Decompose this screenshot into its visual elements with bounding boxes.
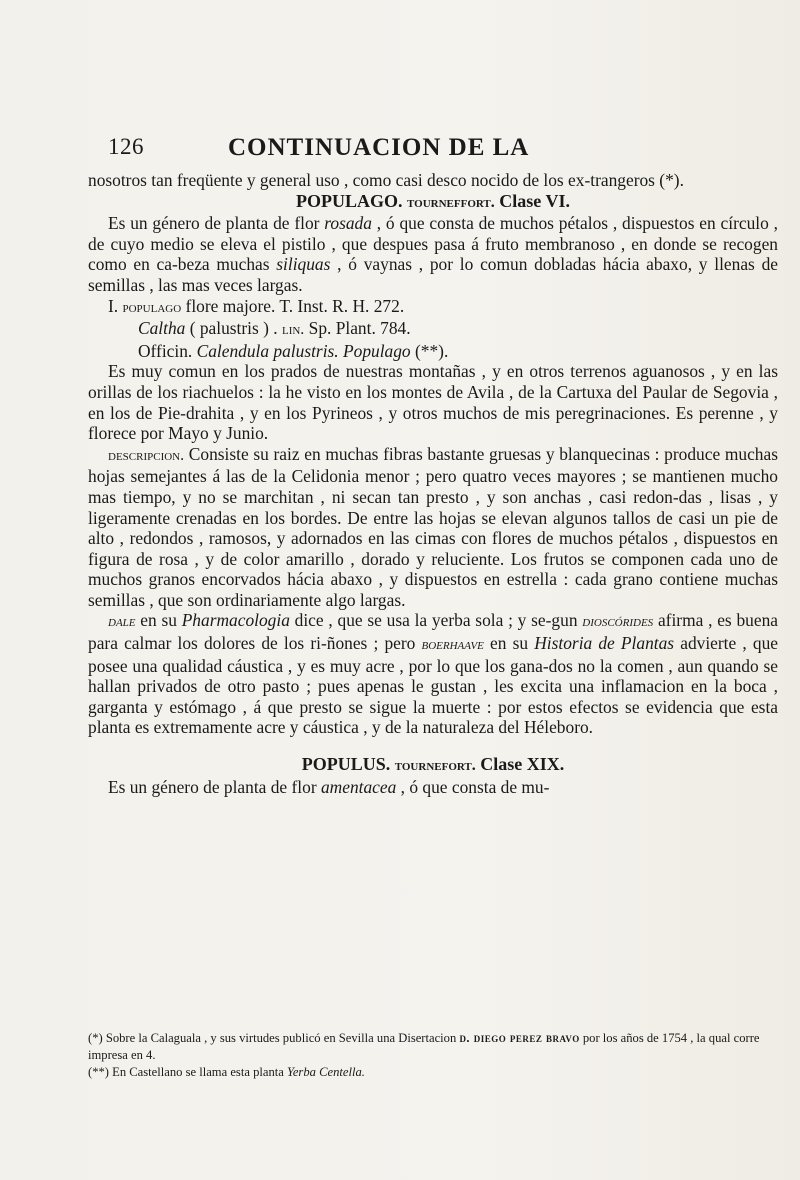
text-run: Consiste su raiz en muchas fibras bastante gruesas y blanquecinas : produce muchas hojas semejantes á las de la Celidonia menor ; pero quatro veces mayores ; se mantienen mucho mas tiempo, y no se marchitan , ni secan tan presto , y son anchas , casi redon-das , lisas , y ligeramente crenadas en los bordes. De entre las hojas se elevan algunos tallos de casi un pie de alto , redondos , ramosos, y adornados en las cimas con flores de muchos pétalos , dispuestos en figura de rosa , y de color amarillo , dorado y reluciente. Los frutos se componen cada uno de muchos granos encorvados hácia abaxo , y dispuestos en estrella : cada grano contiene muchas semillas , que son ordinariamente algo largas. — [88, 443, 778, 610]
text-run: en su — [135, 610, 182, 631]
page-header — [108, 134, 680, 166]
text-run: en su — [483, 633, 535, 654]
italic-term: siliquas — [276, 254, 331, 275]
text-run: (*) Sobre la Calaguala , y sus virtudes publicó en Sevilla una Disertacion — [88, 1031, 460, 1045]
italic-term: Yerba Centella. — [287, 1065, 365, 1079]
text-run: , ó que consta de mu- — [396, 776, 550, 797]
main-text — [88, 170, 778, 797]
italic-term: rosada — [324, 213, 372, 234]
paragraph-populus-definition — [88, 777, 778, 798]
italic-term: Calendula palustris. Populago — [196, 340, 411, 361]
text-run: Es un género de planta de flor — [108, 776, 321, 797]
author-name: dioscórides — [582, 613, 654, 631]
italic-term: Caltha — [138, 318, 186, 339]
paragraph-habitat: Es muy comun en los prados de nuestras montañas , y en otros terrenos aguanosos , y en las orillas de los riachuelos : la he visto en los montes de Avila , de la Cartuxa del Paular de Segovia , en los de Pie-drahita , y en los Pyrineos , y otros muchos de mis peregrinaciones. Es perenne , y florece por Mayo y Junio. — [88, 361, 778, 444]
heading-genus: POPULUS. — [301, 754, 391, 775]
text-run: , ó que consta de muchos pétalos , dispuestos en círculo , de cuyo medio se eleva el pistilo , que despues pasa á fruto membranoso , en donde se recogen como en ca-beza muchas — [88, 213, 778, 275]
author-abbrev: lin. — [281, 321, 305, 339]
paragraph-populago-definition — [88, 213, 778, 295]
running-head: CONTINUACION DE LA — [228, 134, 530, 161]
text-run: (**). — [410, 340, 449, 361]
text-run: dice , que se usa la yerba sola ; y se-gun — [289, 610, 583, 631]
synonym-name: populago — [122, 298, 182, 316]
author-name: dale — [108, 613, 136, 631]
text-run: advierte , que posee una qualidad cáustica , y es muy acre , por lo que los gana-dos no la comen , aun quando se hallan privados de otro pasto ; pues apenas le gustan , les excita una inflamacion en la boca , garganta y estómago , á que presto se sigue la muerte : por estos efectos se evidencia que esta planta es extremamente acre y cáustica , y de la naturaleza del Héleboro. — [88, 633, 778, 738]
author-name: boerhaave — [421, 636, 484, 654]
italic-term: Pharmacologia — [181, 610, 290, 631]
synonym-line-3 — [88, 341, 778, 362]
footnote-1 — [88, 1030, 778, 1064]
text-run: Sp. Plant. 784. — [304, 318, 411, 339]
heading-author: tournefort. — [394, 757, 476, 775]
paragraph-description — [88, 444, 778, 611]
text-run: Officin. — [138, 340, 197, 361]
text-run: flore majore. T. Inst. R. H. 272. — [181, 295, 405, 316]
text-run: (**) En Castellano se llama esta planta — [88, 1065, 287, 1079]
text-run: afirma , es buena para calmar los dolores de los ri-ñones ; pero — [88, 610, 778, 654]
heading-populus — [88, 754, 778, 777]
section-label: descripcion. — [108, 446, 185, 464]
text-run: Es un género de planta de flor — [108, 213, 325, 234]
text-run: por los años de 1754 , la qual corre impresa en 4. — [88, 1031, 760, 1062]
heading-class: Clase XIX. — [480, 754, 565, 775]
page-number: 126 — [108, 134, 144, 159]
heading-class: Clase VI. — [499, 190, 570, 211]
text-run: ( palustris ) . — [185, 318, 282, 339]
footnotes — [88, 1030, 778, 1081]
synonym-line-2 — [88, 318, 778, 341]
synonym-line-1 — [88, 296, 778, 319]
paragraph-continuation: nosotros tan freqüente y general uso , como casi desco nocido de los ex-trangeros (*). — [88, 170, 684, 190]
text-run: , ó vaynas , por lo comun dobladas hácia abaxo, y llenas de semillas , las mas veces largas. — [88, 254, 778, 295]
spacer — [88, 738, 778, 754]
heading-genus: POPULAGO. — [296, 190, 403, 211]
footnote-2 — [88, 1064, 778, 1081]
paragraph-authorities — [88, 610, 778, 738]
heading-populago — [88, 191, 778, 214]
italic-term: amentacea — [320, 776, 397, 797]
author-name: d. diego perez bravo — [459, 1031, 580, 1045]
heading-author: tourneffort. — [407, 193, 495, 211]
italic-term: Historia de Plantas — [534, 633, 675, 654]
synonym-number: I. — [108, 295, 119, 316]
